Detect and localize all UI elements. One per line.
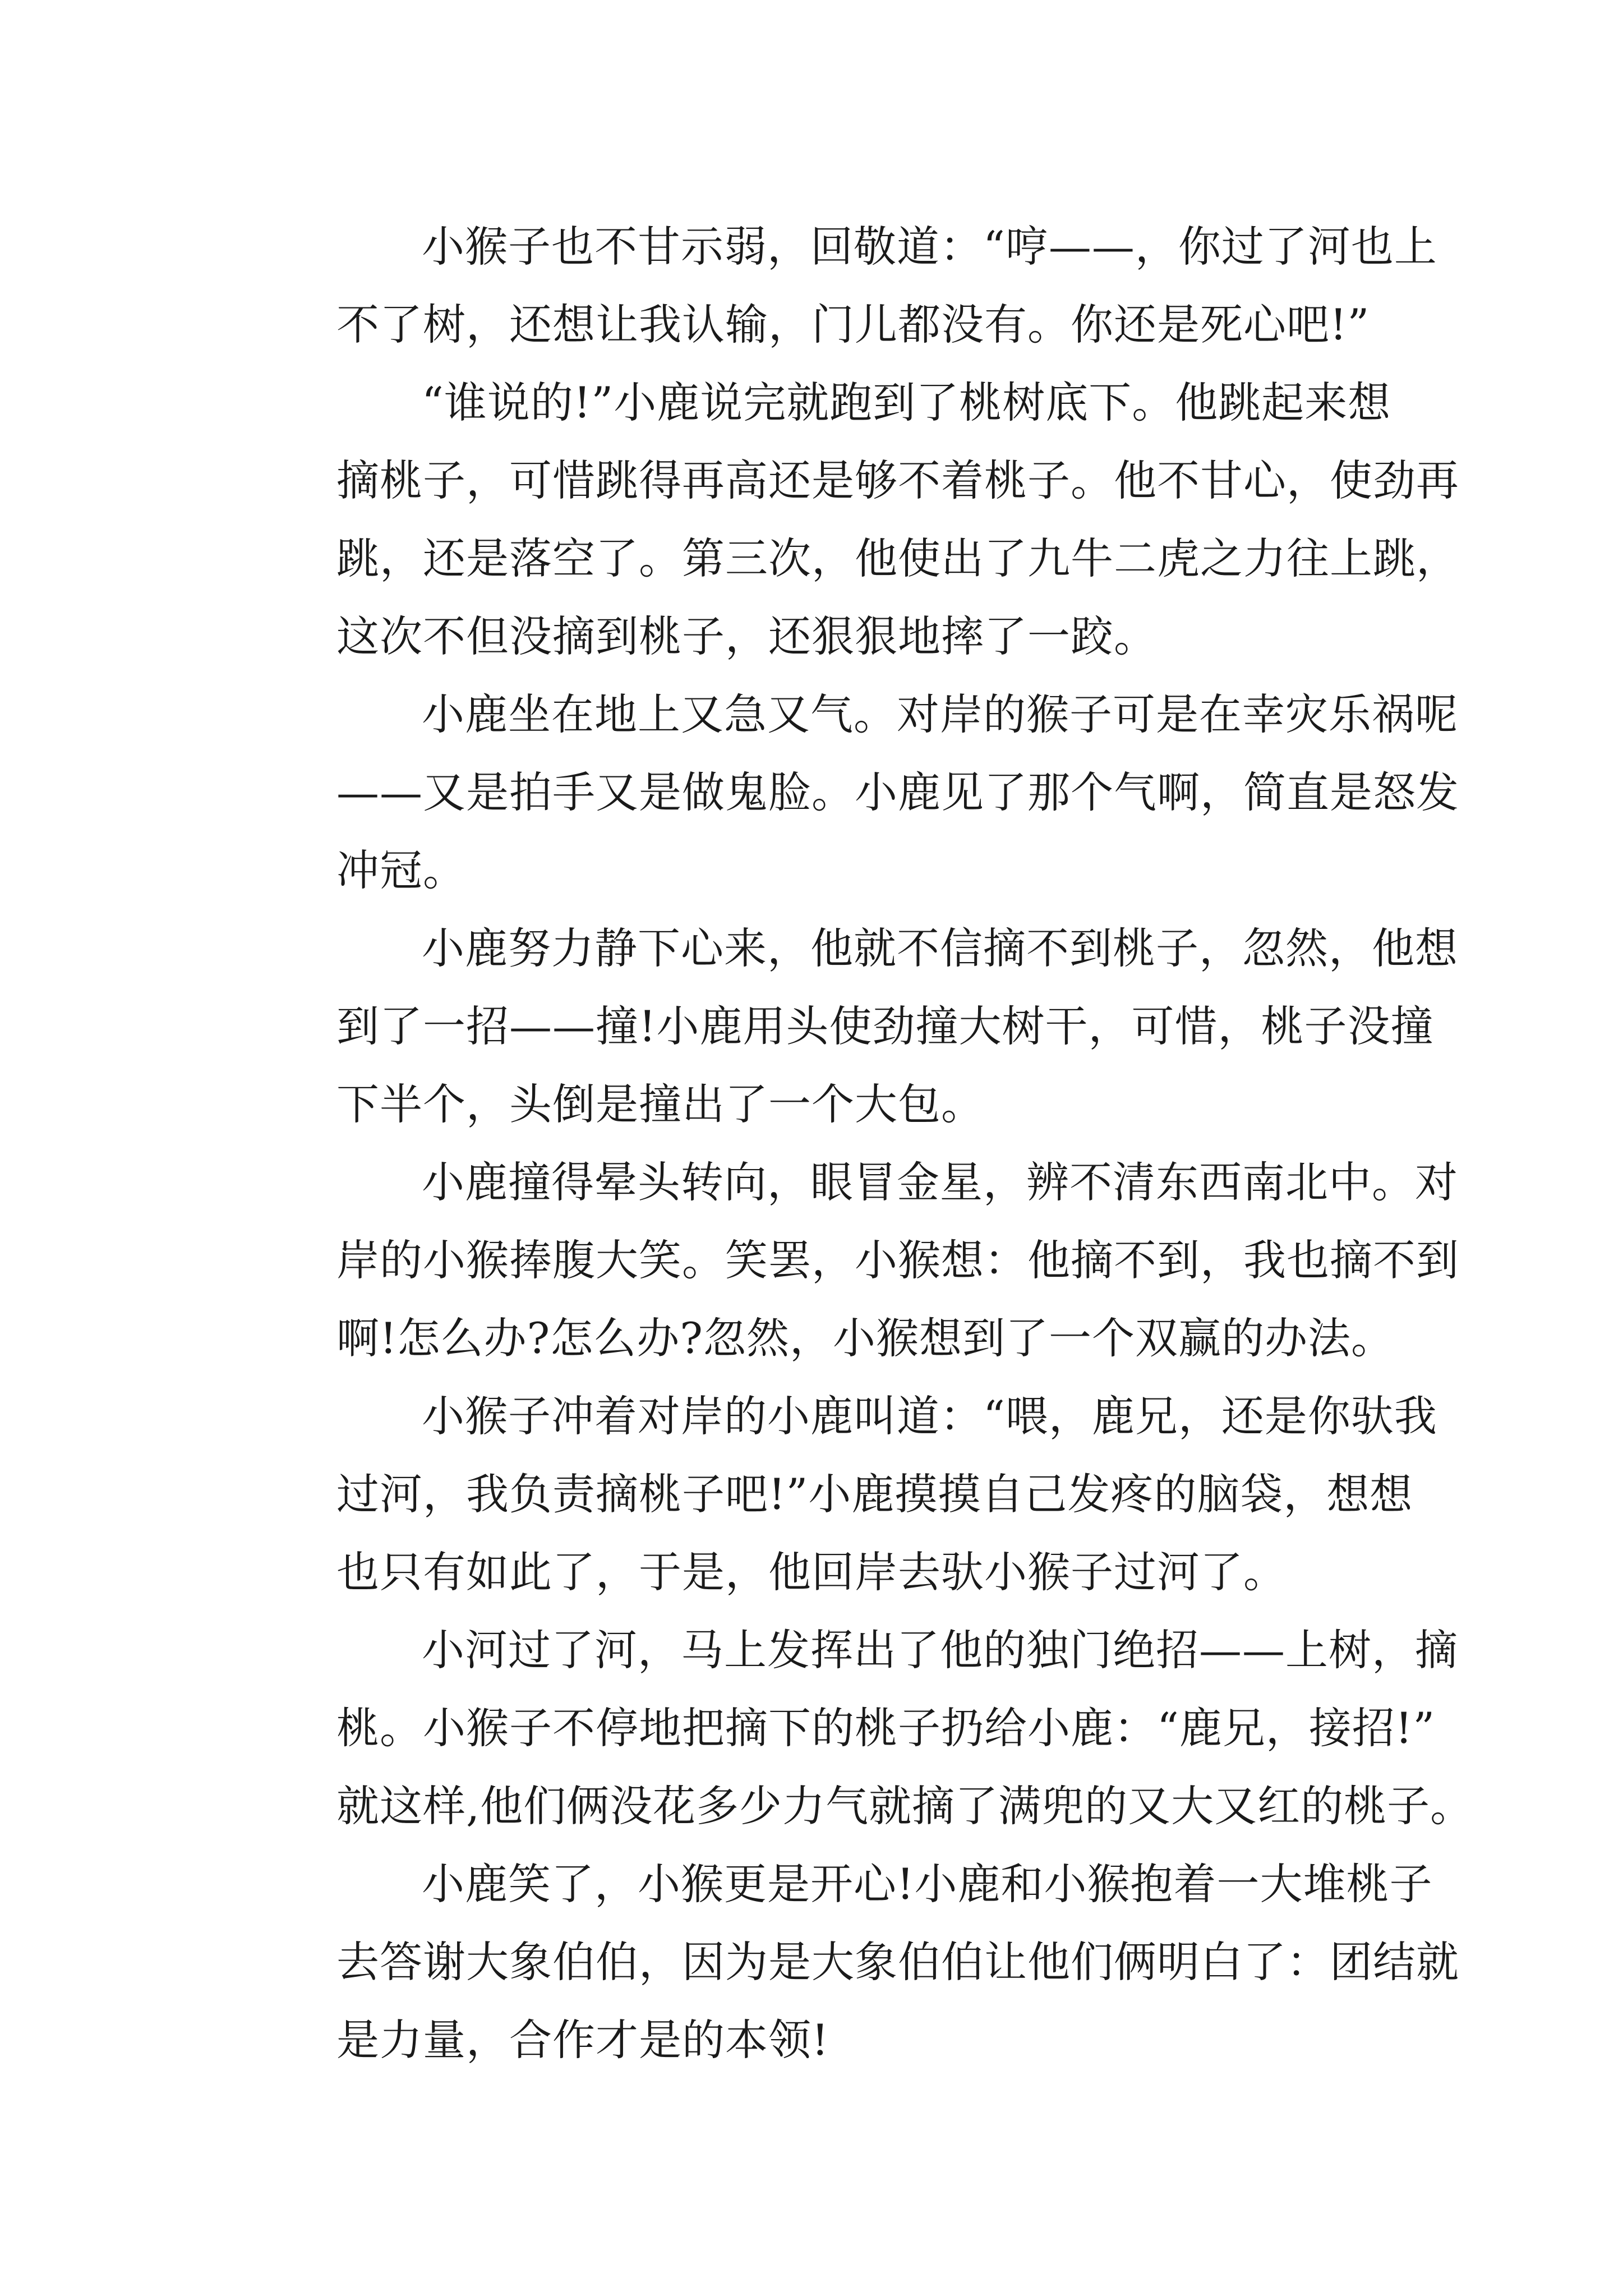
text-line: 桃。小猴子不停地把摘下的桃子扔给小鹿：“鹿兄，接招!” [336, 1703, 1436, 1753]
text-line: 这次不但没摘到桃子，还狠狠地摔了一跤。 [336, 611, 1157, 661]
paragraph-8 [251, 1845, 1459, 2079]
story-text [251, 208, 1474, 2079]
text-line: 岸的小猴捧腹大笑。笑罢，小猴想：他摘不到，我也摘不到 [336, 1235, 1459, 1285]
paragraph-5 [251, 1143, 1459, 1377]
paragraph-6 [251, 1377, 1437, 1611]
text-line: 冲冠。 [336, 845, 466, 895]
text-line: 小鹿笑了，小猴更是开心!小鹿和小猴抱着一大堆桃子 [422, 1859, 1433, 1909]
text-line: 摘桃子，可惜跳得再高还是够不着桃子。他不甘心，使劲再 [336, 455, 1459, 505]
text-line: 小鹿努力静下心来，他就不信摘不到桃子，忽然，他想 [422, 923, 1458, 973]
text-line: 小鹿撞得晕头转向，眼冒金星，辨不清东西南北中。对 [422, 1157, 1458, 1207]
text-line: 到了一招——撞!小鹿用头使劲撞大树干，可惜，桃子没撞 [336, 1001, 1434, 1051]
text-line: ——又是拍手又是做鬼脸。小鹿见了那个气啊，简直是怒发 [336, 767, 1459, 817]
text-line: 跳，还是落空了。第三次，他使出了九牛二虎之力往上跳， [336, 533, 1459, 583]
text-line: 就这样,他们俩没花多少力气就摘了满兜的又大又红的桃子。 [336, 1781, 1474, 1831]
text-line: 也只有如此了，于是，他回岸去驮小猴子过河了。 [336, 1547, 1287, 1597]
text-line: 下半个，头倒是撞出了一个大包。 [336, 1079, 984, 1129]
text-line: “谁说的!”小鹿说完就跑到了桃树底下。他跳起来想 [422, 378, 1391, 427]
text-line: 是力量，合作才是的本领! [336, 2015, 829, 2065]
text-line: 小猴子冲着对岸的小鹿叫道：“喂，鹿兄，还是你驮我 [422, 1391, 1437, 1441]
text-line: 小鹿坐在地上又急又气。对岸的猴子可是在幸灾乐祸呢 [422, 689, 1458, 739]
paragraph-7 [251, 1611, 1474, 1845]
text-line: 过河，我负责摘桃子吧!”小鹿摸摸自己发疼的脑袋，想想 [336, 1469, 1413, 1519]
text-line: 去答谢大象伯伯，因为是大象伯伯让他们俩明白了：团结就 [336, 1937, 1459, 1987]
paragraph-4 [251, 909, 1458, 1143]
text-line: 啊!怎么办?怎么办?忽然，小猴想到了一个双赢的办法。 [336, 1313, 1395, 1363]
paragraph-2 [251, 364, 1459, 675]
text-line: 小河过了河，马上发挥出了他的独门绝招——上树，摘 [422, 1625, 1458, 1675]
text-line: 不了树，还想让我认输，门儿都没有。你还是死心吧!” [336, 300, 1370, 349]
paragraph-1 [251, 208, 1437, 364]
text-line: 小猴子也不甘示弱，回敬道：“哼——，你过了河也上 [422, 222, 1437, 272]
paragraph-3 [251, 675, 1459, 909]
